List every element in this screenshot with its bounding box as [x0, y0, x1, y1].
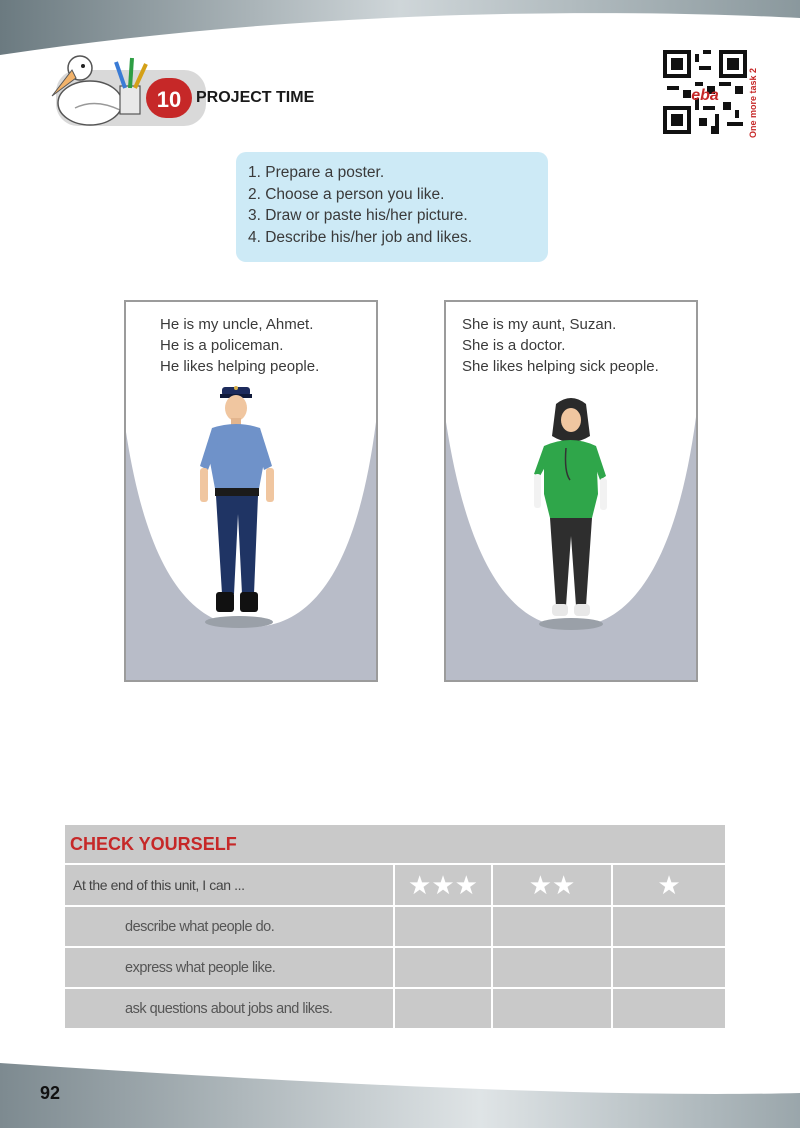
- table-row: [64, 947, 726, 988]
- card-line: She likes helping sick people.: [462, 358, 659, 375]
- rating-cell-3[interactable]: [394, 988, 492, 1029]
- rating-cell-2[interactable]: [492, 988, 612, 1029]
- poster-card-aunt: [444, 300, 698, 682]
- can-do-statement: describe what people do.: [64, 906, 394, 947]
- table-row: [64, 906, 726, 947]
- check-yourself-title: CHECK YOURSELF: [64, 824, 726, 864]
- page-number: 92: [40, 1083, 61, 1103]
- can-do-statement: express what people like.: [64, 947, 394, 988]
- rating-cell-3[interactable]: [394, 906, 492, 947]
- rating-cell-3[interactable]: [394, 947, 492, 988]
- check-lead-text: At the end of this unit, I can ...: [64, 864, 394, 906]
- rating-cell-1[interactable]: [612, 906, 726, 947]
- instructions-box: [236, 152, 548, 262]
- card-line: She is my aunt, Suzan.: [462, 316, 617, 333]
- doctor-figure-icon: [526, 396, 616, 631]
- instructions-list: [248, 162, 536, 248]
- table-row: [64, 988, 726, 1029]
- card-caption: [462, 314, 692, 377]
- check-yourself-table: [64, 824, 726, 1029]
- rating-cell-2[interactable]: [492, 947, 612, 988]
- qr-side-label: One more task 2: [748, 67, 758, 138]
- instruction-step: 3. Draw or paste his/her picture.: [248, 207, 468, 224]
- card-line: He likes helping people.: [160, 358, 320, 375]
- unit-number: 10: [156, 87, 182, 112]
- rating-cell-2[interactable]: [492, 906, 612, 947]
- qr-code-icon[interactable]: [663, 50, 747, 134]
- two-star-rating: ★★: [492, 864, 612, 906]
- instruction-step: 1. Prepare a poster.: [248, 164, 385, 181]
- policeman-figure-icon: [194, 384, 284, 629]
- card-line: He is a policeman.: [160, 337, 284, 354]
- three-star-rating: ★★★: [394, 864, 492, 906]
- rating-cell-1[interactable]: [612, 988, 726, 1029]
- card-caption: [160, 314, 370, 377]
- instruction-step: 2. Choose a person you like.: [248, 185, 445, 203]
- instruction-step: 4. Describe his/her job and likes.: [248, 228, 473, 246]
- can-do-statement: ask questions about jobs and likes.: [64, 988, 394, 1029]
- svg-text:eba: eba: [691, 87, 719, 104]
- section-title: PROJECT TIME: [196, 89, 315, 106]
- card-line: He is my uncle, Ahmet.: [160, 316, 314, 333]
- one-star-rating: ★: [612, 864, 726, 906]
- bottom-decoration: [0, 1058, 800, 1128]
- rating-cell-1[interactable]: [612, 947, 726, 988]
- poster-card-uncle: [124, 300, 378, 682]
- card-line: She is a doctor.: [462, 337, 566, 354]
